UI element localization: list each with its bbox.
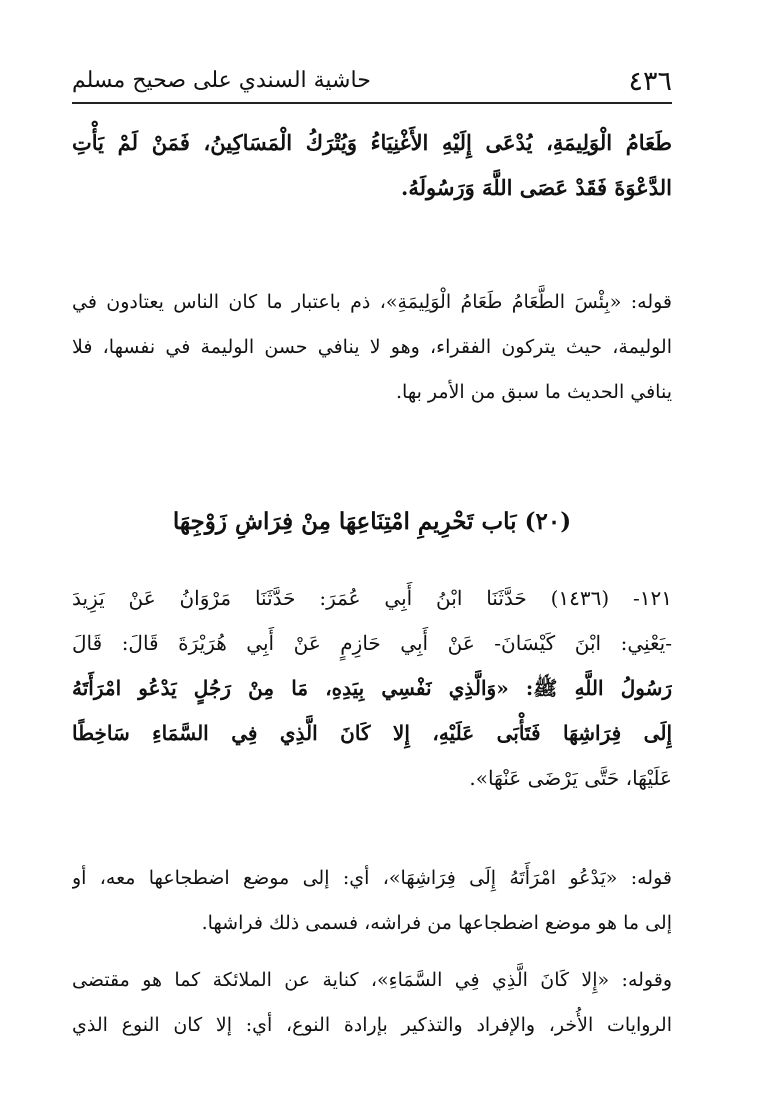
text-line: الدَّعْوَةَ فَقَدْ عَصَى اللَّهَ وَرَسُولَهُ. xyxy=(401,175,672,200)
text-line: ١٢١- (١٤٣٦) حَدَّثَنَا ابْنُ أَبِي عُمَرَ: حَدَّثَنَا مَرْوَانُ عَنْ يَزِيدَ xyxy=(72,586,672,610)
text-line: قوله: «يَدْعُو امْرَأَتَهُ إِلَى فِرَاشِهَا»، أي: إلى موضع اضطجاعها معه، أو xyxy=(72,867,672,889)
text-line: رَسُولُ اللَّهِ ﷺ: «وَالَّذِي نَفْسِي بِيَدِهِ، مَا مِنْ رَجُلٍ يَدْعُو امْرَأَتَهُ xyxy=(72,676,672,700)
page-header xyxy=(72,62,672,104)
commentary-paragraph xyxy=(72,280,672,415)
text-line: وقوله: «إِلا كَانَ الَّذِي فِي السَّمَاءِ»، كناية عن الملائكة كما هو مقتضى xyxy=(72,969,672,991)
text-line: إلى ما هو موضع اضطجاعها من فراشه، فسمى ذلك فراشها. xyxy=(201,912,672,934)
text-line: ينافي الحديث ما سبق من الأمر بها. xyxy=(396,381,672,403)
text-line: قوله: «بِئْسَ الطَّعَامُ طَعَامُ الْوَلِيمَةِ»، ذم باعتبار ما كان الناس يعتادون في xyxy=(72,291,672,313)
running-title: حاشية السندي على صحيح مسلم xyxy=(72,68,371,93)
text-line: -يَعْنِي: ابْنَ كَيْسَانَ- عَنْ أَبِي حَازِمٍ عَنْ أَبِي هُرَيْرَةَ قَالَ: قَالَ xyxy=(72,631,672,655)
page-number: ٤٣٦ xyxy=(628,66,672,97)
chapter-heading: (٢٠) بَاب تَحْرِيمِ امْتِنَاعِهَا مِنْ فِرَاشِ زَوْجِهَا xyxy=(172,508,572,535)
hadith-text xyxy=(72,576,672,801)
text-line: إِلَى فِرَاشِهَا فَتَأْبَى عَلَيْهِ، إِلا كَانَ الَّذِي فِي السَّمَاءِ سَاخِطًا xyxy=(72,721,672,745)
text-line: عَلَيْهَا، حَتَّى يَرْضَى عَنْهَا». xyxy=(469,766,672,790)
text-line: طَعَامُ الْوَلِيمَةِ، يُدْعَى إِلَيْهِ الأَغْنِيَاءُ وَيُتْرَكُ الْمَسَاكِينُ، فَمَنْ لَمْ يَأْتِ xyxy=(72,130,672,155)
text-line: الروايات الأُخر، والإفراد والتذكير بإرادة النوع، أي: إلا كان النوع الذي xyxy=(72,1014,672,1036)
commentary-paragraph xyxy=(72,958,672,1048)
commentary-paragraph xyxy=(72,856,672,946)
text-line: الوليمة، حيث يتركون الفقراء، وهو لا ينافي حسن الوليمة في نفسها، فلا xyxy=(72,336,672,358)
intro-hadith-text xyxy=(72,120,672,210)
